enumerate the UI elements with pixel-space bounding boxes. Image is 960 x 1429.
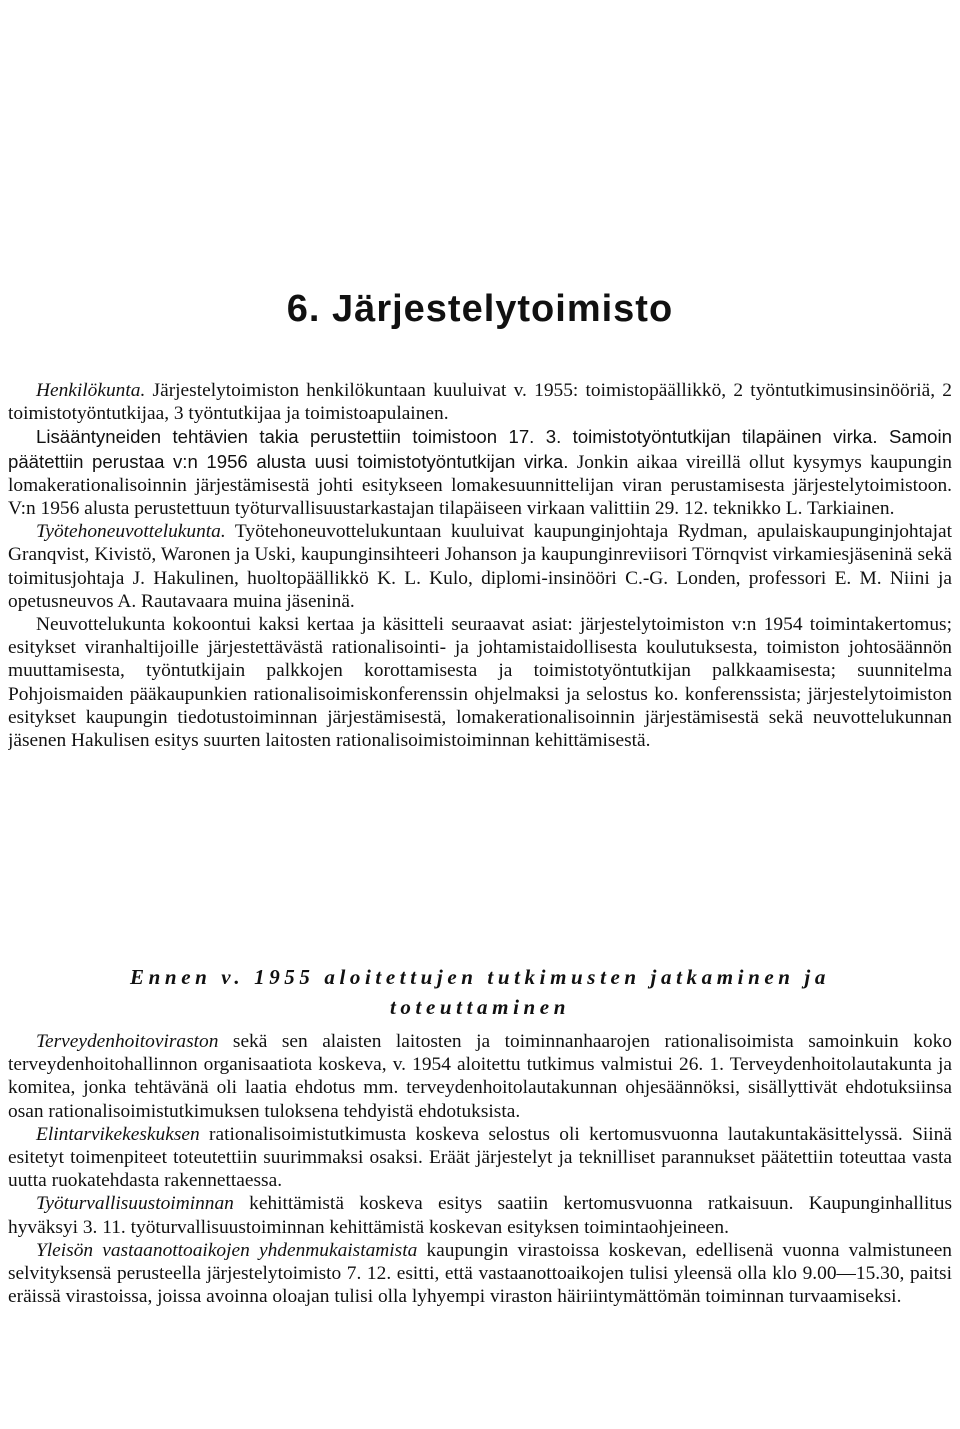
text-terveydenhoitovirasto: sekä sen alaisten laitosten ja toiminnanhaarojen rationalisoimista samoinkuin koko terveydenhoitohallinnon organisaatiota koskeva, v. 1954 aloitettu tutkimus valmistui 26. 1. Terveydenhoitolautakunta ja komitea, jonka tehtävänä oli laatia ehdotus mm. terveydenhoitolautakunnan ohjesäännöksi, sisällyttivät ehdotuksiinsa osan rationalisoimistutkimuksen tuloksena tehdyistä ehdotuksista. — [8, 1031, 952, 1122]
text-tyotehoneuvottelukunta: Työtehoneuvottelukuntaan kuuluivat kaupunginjohtaja Rydman, apulaiskaupunginjohtajat Granqvist, Kivistö, Waronen ja Uski, kaupunginsihteeri Johanson ja kaupunginreviisori Törnqvist virkamiesjäseninä sekä toimitusjohtaja J. Hakulinen, huoltopäällikkö K. L. Kulo, diplomi-insinööri C.-G. Londen, professori E. M. Niini ja opetusneuvos A. Rautavaara muina jäseninä. — [8, 521, 952, 612]
document-page — [8, 0, 952, 1429]
lead-vastaanottoajat: Yleisön vastaanottoaikojen yhdenmukaistamista — [36, 1239, 418, 1261]
paragraph-elintarvikekeskus — [8, 1123, 952, 1193]
text-henkilokunta: Järjestelytoimiston henkilökuntaan kuuluivat v. 1955: toimistopäällikkö, 2 työntutkimusinsinööriä, 2 toimistotyöntutkijaa, 3 työntutkijaa ja toimistoapulainen. — [8, 380, 952, 425]
paragraph-tyotehoneuvottelukunta — [8, 520, 952, 613]
subheading-line-1: Ennen v. 1955 aloitettujen tutkimusten jatkaminen ja — [130, 965, 830, 989]
text-additional-posts: Jonkin aikaa vireillä ollut kysymys kaupungin lomakerationalisoinnin järjestämisestä johti esitykseen lomakesuunnittelijan viran perustamisesta järjestelytoimistoon. V:n 1956 alusta perustettuun työturvallisuustarkastajan tilapäiseen virkaan valittiin 29. 12. teknikko L. Tarkiainen. — [8, 451, 952, 520]
paragraph-tyoturvallisuustoiminta — [8, 1192, 952, 1238]
paragraph-neuvottelukunta — [8, 613, 952, 752]
lead-tyoturvallisuustoiminta: Työturvallisuustoiminnan — [36, 1193, 234, 1215]
text-vastaanottoajat: kaupungin virastoissa koskevan, edellisenä vuonna valmistuneen selvityksensä perusteella järjestelytoimisto 7. 12. esitti, että vastaanottoaikojen tulisi yleensä olla klo 9.00—15.30, paitsi eräissä virastoissa, joissa avoinna oloajan tulisi olla lyhyempi viraston häiriintymättömän toiminnan turvaamiseksi. — [8, 1239, 952, 1308]
section-continued-studies — [8, 1030, 952, 1308]
paragraph-henkilokunta — [8, 379, 952, 425]
subheading-line-2: toteuttaminen — [390, 995, 570, 1019]
section-staff — [8, 379, 952, 752]
page-title: 6. Järjestelytoimisto — [286, 288, 674, 330]
section-subheading — [8, 962, 952, 1022]
lead-elintarvikekeskus: Elintarvikekeskuksen — [36, 1123, 200, 1145]
text-elintarvikekeskus: rationalisoimistutkimusta koskeva selostus oli kertomusvuonna lautakuntakäsittelyssä. Siinä esitetyt toimenpiteet toteutettiin suurimmaksi osaksi. Eräät järjestelyt ja teknilliset parannukset päätettiin toteuttaa vasta uutta ruokatehdasta rakennettaessa. — [8, 1123, 952, 1192]
paragraph-additional-posts — [8, 425, 952, 520]
paragraph-vastaanottoajat — [8, 1239, 952, 1309]
lead-henkilokunta: Henkilökunta. — [36, 380, 146, 401]
lead-tyotehoneuvottelukunta: Työtehoneuvottelukunta. — [36, 521, 226, 543]
paragraph-terveydenhoitovirasto — [8, 1030, 952, 1123]
text-neuvottelukunta: Neuvottelukunta kokoontui kaksi kertaa ja käsitteli seuraavat asiat: järjestelytoimiston v:n 1954 toimintakertomus; esitykset viranhaltijoille järjestettävästä rationalisointi- ja johtamistaidollisesta koulutuksesta, toimiston johtosäännön muuttamisesta, työntutkijain palkkojen korottamisesta ja toimistotyöntutkijan palkkaamisesta; suunnitelma Pohjoismaiden pääkaupunkien rationalisoimiskonferenssin ohjelmaksi ja selostus ko. konferenssista; järjestelytoimiston esitykset kaupungin tiedotustoiminnan järjestämisestä, lomakerationalisoinnin järjestämisestä sekä neuvottelukunnan jäsenen Hakulisen esitys suurten laitosten rationalisoimistoiminnan kehittämisestä. — [8, 614, 952, 752]
lead-terveydenhoitovirasto: Terveydenhoitoviraston — [36, 1031, 219, 1052]
text-tyoturvallisuustoiminta: kehittämistä koskeva esitys saatiin kertomusvuonna ratkaisuun. Kaupunginhallitus hyväksyi 3. 11. työturvallisuustoiminnan kehittämistä koskevan esityksen toimintaohjeineen. — [8, 1193, 952, 1238]
text-additional-posts-sans: Lisääntyneiden tehtävien takia perustettiin toimistoon 17. 3. toimistotyöntutkijan tilapäinen virka. Samoin päätettiin perustaa v:n 1956 alusta uusi toimistotyöntutkijan virka. — [8, 426, 952, 472]
